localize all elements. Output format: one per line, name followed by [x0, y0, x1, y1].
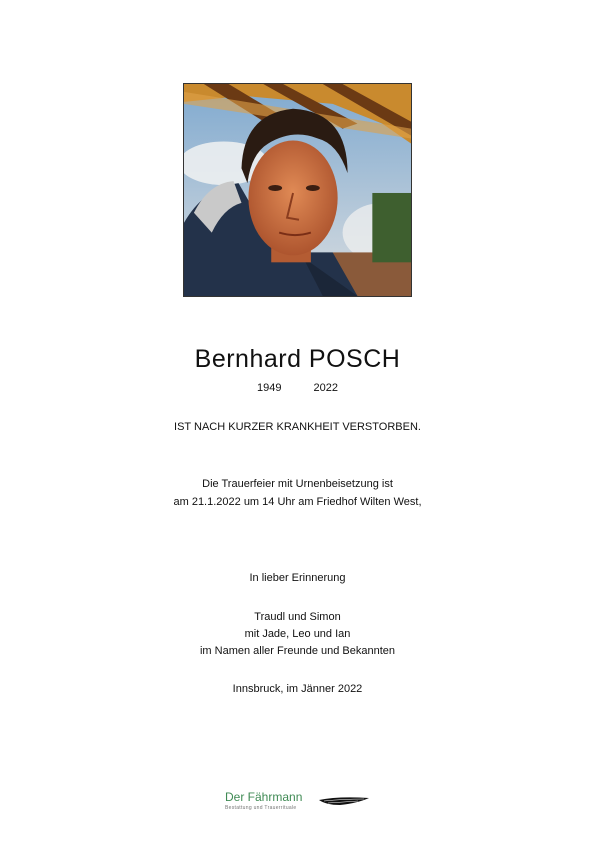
place-date: Innsbruck, im Jänner 2022: [232, 683, 363, 695]
mourners-line-1: Traudl und Simon: [254, 611, 341, 623]
logo-tagline: Bestattung und Trauerrituale: [225, 805, 297, 811]
mourners-line-3: im Namen aller Freunde und Bekannten: [199, 645, 396, 657]
ceremony-line-2: am 21.1.2022 um 14 Uhr am Friedhof Wilten West,: [173, 496, 422, 508]
death-year: 2022: [313, 382, 338, 394]
life-years: [0, 382, 595, 394]
boat-icon: [318, 794, 370, 808]
deceased-name: Bernhard POSCH: [194, 345, 401, 373]
announcement-text: IST NACH KURZER KRANKHEIT VERSTORBEN.: [174, 421, 421, 433]
ceremony-line-1: Die Trauerfeier mit Urnenbeisetzung ist: [202, 478, 393, 490]
remembrance-text: In lieber Erinnerung: [249, 572, 346, 584]
mourners-line-2: mit Jade, Leo und Ian: [244, 628, 351, 640]
funeral-home-logo: [225, 790, 375, 814]
logo-name: Der Fährmann: [225, 790, 303, 804]
portrait-photo: [183, 83, 412, 297]
birth-year: 1949: [257, 382, 282, 394]
